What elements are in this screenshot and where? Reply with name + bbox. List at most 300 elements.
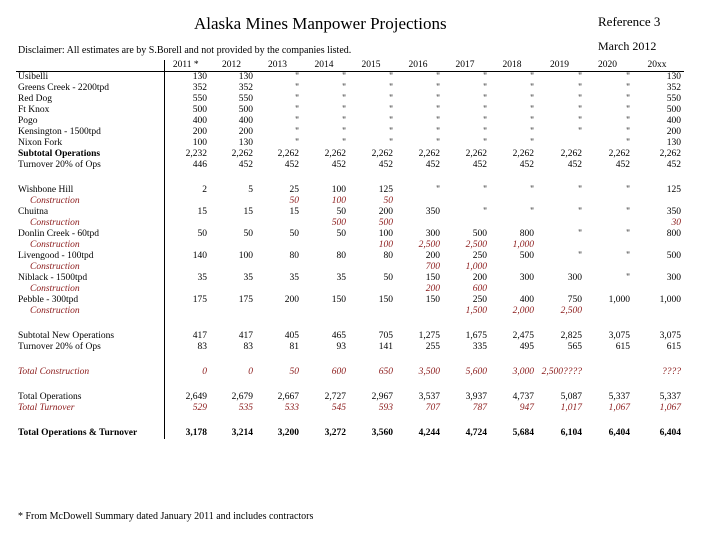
table-cell: " xyxy=(483,207,487,217)
table-cell: 50 xyxy=(289,229,299,239)
row-label: Ft Knox xyxy=(18,105,50,115)
row-label: Pebble - 300tpd xyxy=(18,295,79,305)
table-cell: 35 xyxy=(243,273,253,283)
table-cell: 400 xyxy=(164,116,210,127)
table-cell: " xyxy=(578,251,582,261)
table-row xyxy=(16,83,684,94)
table-cell: 800 xyxy=(519,229,534,239)
table-cell: " xyxy=(295,72,299,82)
table-cell xyxy=(585,367,633,378)
table-cell: 550 xyxy=(164,94,210,105)
table-cell: " xyxy=(483,116,487,126)
table-cell: 200 xyxy=(378,207,393,217)
row-label: Nixon Fork xyxy=(18,138,63,148)
table-cell: 2,967 xyxy=(371,392,393,402)
table-cell: 650 xyxy=(378,367,393,377)
table-cell: 150 xyxy=(425,273,440,283)
table-row xyxy=(16,218,684,229)
table-cell: 80 xyxy=(289,251,299,261)
table-cell: 5,337 xyxy=(608,392,630,402)
table-cell: 533 xyxy=(284,403,299,413)
table-cell: " xyxy=(578,116,582,126)
table-cell: " xyxy=(530,138,534,148)
table-cell: " xyxy=(626,116,630,126)
table-cell: 100 xyxy=(378,229,393,239)
table-cell xyxy=(490,262,537,273)
footnote-text: * From McDowell Summary dated January 2011 and includes contractors xyxy=(18,511,314,522)
table-row xyxy=(16,116,684,127)
table-cell: 100 xyxy=(164,138,210,149)
table-cell: 2,727 xyxy=(324,392,346,402)
table-cell: " xyxy=(436,138,440,148)
reference-label: Reference 3 xyxy=(598,14,661,29)
table-cell xyxy=(302,240,349,251)
table-cell: 200 xyxy=(284,295,299,305)
table-cell: 705 xyxy=(378,331,393,341)
table-cell: " xyxy=(578,127,582,137)
table-cell: 417 xyxy=(238,331,253,341)
table-cell xyxy=(210,262,256,273)
table-cell: 452 xyxy=(425,160,440,170)
table-cell: 500 xyxy=(519,251,534,261)
table-cell: 500 xyxy=(164,105,210,116)
table-cell: 750 xyxy=(567,295,582,305)
table-cell: 100 xyxy=(238,251,253,261)
row-label: Construction xyxy=(30,262,80,272)
table-cell: 550 xyxy=(238,94,253,104)
table-cell: 787 xyxy=(472,403,487,413)
spacer-row xyxy=(16,171,684,185)
table-cell: 452 xyxy=(238,160,253,170)
table-cell: 300 xyxy=(519,273,534,283)
table-cell: 593 xyxy=(378,403,393,413)
table-cell: 200 xyxy=(164,127,210,138)
table-row xyxy=(16,229,684,240)
table-cell: 2,262 xyxy=(371,149,393,159)
table-cell: 50 xyxy=(243,229,253,239)
table-cell: " xyxy=(626,273,630,283)
row-label: Total Turnover xyxy=(18,403,75,413)
table-cell xyxy=(164,262,210,273)
table-cell: " xyxy=(483,127,487,137)
table-cell: 2,262 xyxy=(512,149,534,159)
year-header: 2020 xyxy=(585,60,633,72)
table-cell xyxy=(633,262,684,273)
table-cell: 3,937 xyxy=(465,392,487,402)
table-cell: 130 xyxy=(238,72,253,82)
table-cell: 15 xyxy=(164,207,210,218)
table-cell: 947 xyxy=(519,403,534,413)
table-cell: 80 xyxy=(383,251,393,261)
row-label: Subtotal New Operations xyxy=(18,331,115,341)
table-cell: 1,017 xyxy=(560,403,582,413)
table-cell: 0 xyxy=(164,367,210,378)
table-cell: 400 xyxy=(238,116,253,126)
table-cell: 529 xyxy=(164,403,210,414)
row-label: Donlin Creek - 60tpd xyxy=(18,229,100,239)
table-cell: 200 xyxy=(425,251,440,261)
table-cell xyxy=(490,196,537,207)
table-cell: " xyxy=(578,83,582,93)
table-cell: 1,000 xyxy=(512,240,534,250)
table-cell xyxy=(537,218,585,229)
table-cell xyxy=(537,240,585,251)
table-cell: 1,000 xyxy=(465,262,487,272)
table-cell: " xyxy=(483,105,487,115)
table-cell: 400 xyxy=(519,295,534,305)
table-cell xyxy=(585,196,633,207)
table-cell: 4,724 xyxy=(465,428,487,438)
table-cell xyxy=(443,218,490,229)
table-cell: " xyxy=(626,72,630,82)
table-cell: " xyxy=(436,185,440,195)
table-cell xyxy=(443,196,490,207)
table-cell: " xyxy=(483,83,487,93)
table-cell: 615 xyxy=(666,342,681,352)
table-cell: " xyxy=(295,116,299,126)
table-cell: 100 xyxy=(378,240,393,250)
table-cell: 2,500 xyxy=(418,240,440,250)
table-cell xyxy=(256,262,302,273)
table-cell: " xyxy=(389,116,393,126)
year-header: 2014 xyxy=(302,60,349,72)
table-cell: 2,262 xyxy=(659,149,681,159)
row-label: Construction xyxy=(30,284,80,294)
table-cell: 615 xyxy=(615,342,630,352)
table-cell: " xyxy=(578,105,582,115)
table-cell xyxy=(633,284,684,295)
table-cell: " xyxy=(389,83,393,93)
table-cell: 2,500 xyxy=(560,306,582,316)
table-cell: 2,679 xyxy=(231,392,253,402)
table-cell: " xyxy=(530,83,534,93)
table-cell: 535 xyxy=(238,403,253,413)
table-cell: 140 xyxy=(164,251,210,262)
table-cell: 6,404 xyxy=(608,428,630,438)
table-cell: 50 xyxy=(164,229,210,240)
table-cell: 81 xyxy=(289,342,299,352)
table-cell: " xyxy=(626,83,630,93)
year-header-row xyxy=(16,60,684,72)
table-cell: " xyxy=(436,83,440,93)
year-header: 2011 * xyxy=(164,60,210,72)
table-row xyxy=(16,207,684,218)
row-label: Pogo xyxy=(18,116,38,126)
table-cell: 2,475 xyxy=(512,331,534,341)
table-cell: 2,262 xyxy=(324,149,346,159)
table-row xyxy=(16,94,684,105)
table-cell xyxy=(537,196,585,207)
table-cell: 175 xyxy=(164,295,210,306)
table-row xyxy=(16,185,684,196)
table-cell xyxy=(164,196,210,207)
table-cell: " xyxy=(389,72,393,82)
table-cell: " xyxy=(342,72,346,82)
table-cell: " xyxy=(626,105,630,115)
table-cell: 1,275 xyxy=(418,331,440,341)
table-cell: " xyxy=(626,207,630,217)
row-label: Greens Creek - 2200tpd xyxy=(18,83,110,93)
table-cell: 15 xyxy=(243,207,253,217)
table-cell: 50 xyxy=(289,367,299,377)
table-cell xyxy=(633,196,684,207)
table-cell: 50 xyxy=(383,196,393,206)
table-cell: 5 xyxy=(248,185,253,195)
table-cell: 500 xyxy=(666,105,681,115)
table-row xyxy=(16,403,684,414)
spacer-row xyxy=(16,353,684,367)
table-cell: " xyxy=(578,94,582,104)
table-cell: " xyxy=(483,72,487,82)
table-cell xyxy=(210,240,256,251)
table-cell: 452 xyxy=(519,160,534,170)
table-cell: " xyxy=(530,207,534,217)
table-cell: 6,104 xyxy=(560,428,582,438)
row-label: Total Construction xyxy=(18,367,90,377)
table-cell: 565 xyxy=(567,342,582,352)
table-cell: " xyxy=(295,138,299,148)
table-row xyxy=(16,306,684,317)
table-cell: 3,178 xyxy=(164,428,210,439)
row-label: Turnover 20% of Ops xyxy=(18,160,101,170)
table-cell xyxy=(256,218,302,229)
table-cell: 350 xyxy=(425,207,440,217)
table-cell: 4,737 xyxy=(512,392,534,402)
table-cell: 452 xyxy=(284,160,299,170)
table-cell xyxy=(302,306,349,317)
table-cell: 700 xyxy=(425,262,440,272)
table-cell: " xyxy=(342,116,346,126)
table-cell xyxy=(256,306,302,317)
table-cell: 800 xyxy=(666,229,681,239)
table-cell: " xyxy=(578,72,582,82)
row-label: Niblack - 1500tpd xyxy=(18,273,88,283)
table-cell: " xyxy=(483,94,487,104)
table-cell: 2,262 xyxy=(231,149,253,159)
table-row xyxy=(16,262,684,273)
table-cell: 50 xyxy=(336,207,346,217)
table-cell: " xyxy=(483,185,487,195)
row-label: Red Dog xyxy=(18,94,53,104)
table-cell: 200 xyxy=(238,127,253,137)
table-row xyxy=(16,251,684,262)
table-cell: 495 xyxy=(519,342,534,352)
table-cell: 50 xyxy=(383,273,393,283)
table-cell: 255 xyxy=(425,342,440,352)
table-cell: 500 xyxy=(238,105,253,115)
table-cell: " xyxy=(626,251,630,261)
table-cell xyxy=(256,284,302,295)
table-cell: 125 xyxy=(666,185,681,195)
table-row xyxy=(16,331,684,342)
table-cell: 3,500 xyxy=(418,367,440,377)
table-cell: 35 xyxy=(336,273,346,283)
table-cell xyxy=(490,218,537,229)
table-cell xyxy=(537,262,585,273)
table-row xyxy=(16,196,684,207)
table-cell xyxy=(585,306,633,317)
year-header: 2015 xyxy=(349,60,396,72)
table-cell xyxy=(396,306,443,317)
table-row xyxy=(16,392,684,403)
table-cell: " xyxy=(530,105,534,115)
table-row xyxy=(16,273,684,284)
table-cell: 35 xyxy=(289,273,299,283)
table-cell: 4,244 xyxy=(418,428,440,438)
table-row xyxy=(16,240,684,251)
table-cell: " xyxy=(295,83,299,93)
year-header: 2018 xyxy=(490,60,537,72)
table-cell: " xyxy=(483,138,487,148)
row-label: Total Operations xyxy=(18,392,82,402)
table-cell: " xyxy=(626,185,630,195)
table-cell: " xyxy=(389,94,393,104)
table-cell: 3,272 xyxy=(324,428,346,438)
table-cell: 150 xyxy=(378,295,393,305)
table-cell: " xyxy=(578,229,582,239)
table-cell: " xyxy=(389,127,393,137)
table-cell: " xyxy=(578,207,582,217)
table-cell: " xyxy=(626,127,630,137)
table-cell: 2,500???? xyxy=(541,367,582,377)
table-cell: " xyxy=(578,185,582,195)
table-cell xyxy=(537,284,585,295)
row-label: Livengood - 100tpd xyxy=(18,251,94,261)
table-cell: 5,087 xyxy=(560,392,582,402)
table-cell: 405 xyxy=(284,331,299,341)
table-cell: 350 xyxy=(666,207,681,217)
table-cell: 200 xyxy=(472,273,487,283)
table-cell: " xyxy=(626,229,630,239)
table-cell: 452 xyxy=(378,160,393,170)
table-cell: 5,337 xyxy=(659,392,681,402)
table-row xyxy=(16,160,684,171)
table-cell xyxy=(349,262,396,273)
table-cell: 1,067 xyxy=(608,403,630,413)
table-cell: 5,600 xyxy=(465,367,487,377)
table-cell: 3,560 xyxy=(371,428,393,438)
date-label: March 2012 xyxy=(598,39,657,53)
table-cell: 300 xyxy=(567,273,582,283)
table-cell: 130 xyxy=(666,138,681,148)
table-cell: " xyxy=(530,185,534,195)
table-cell: 452 xyxy=(567,160,582,170)
table-cell: 2,825 xyxy=(560,331,582,341)
table-cell: 35 xyxy=(164,273,210,284)
table-cell: " xyxy=(295,127,299,137)
spacer-row xyxy=(16,378,684,392)
table-cell: 452 xyxy=(615,160,630,170)
table-cell: 250 xyxy=(472,251,487,261)
table-cell: 2,262 xyxy=(277,149,299,159)
table-cell: 1,675 xyxy=(465,331,487,341)
table-cell: 2 xyxy=(164,185,210,196)
table-cell: 150 xyxy=(331,295,346,305)
table-cell: 500 xyxy=(331,218,346,228)
year-header: 2016 xyxy=(396,60,443,72)
table-cell: 2,262 xyxy=(560,149,582,159)
table-cell: 300 xyxy=(425,229,440,239)
year-header: 2013 xyxy=(256,60,302,72)
spacer-row xyxy=(16,317,684,331)
table-cell: 25 xyxy=(289,185,299,195)
table-cell: 130 xyxy=(164,72,210,84)
table-cell: 2,232 xyxy=(164,149,210,160)
table-cell xyxy=(256,240,302,251)
table-cell: 130 xyxy=(238,138,253,148)
table-cell xyxy=(164,306,210,317)
row-label: Turnover 20% of Ops xyxy=(18,342,101,352)
table-cell: 30 xyxy=(671,218,681,228)
table-cell: 352 xyxy=(164,83,210,94)
table-cell: " xyxy=(342,127,346,137)
row-label: Kensington - 1500tpd xyxy=(18,127,101,137)
table-cell: 446 xyxy=(164,160,210,171)
table-row xyxy=(16,367,684,378)
table-row xyxy=(16,295,684,306)
table-cell: " xyxy=(342,94,346,104)
table-cell: 93 xyxy=(336,342,346,352)
table-cell xyxy=(210,196,256,207)
table-cell: " xyxy=(389,105,393,115)
table-cell: 2,262 xyxy=(418,149,440,159)
row-label: Chuitna xyxy=(18,207,49,217)
table-cell: 300 xyxy=(666,273,681,283)
table-row xyxy=(16,149,684,160)
table-cell xyxy=(585,218,633,229)
table-cell: " xyxy=(436,127,440,137)
table-cell: " xyxy=(295,94,299,104)
table-cell: 6,404 xyxy=(659,428,681,438)
table-cell: 600 xyxy=(331,367,346,377)
table-cell xyxy=(164,284,210,295)
year-header: 2019 xyxy=(537,60,585,72)
table-cell: " xyxy=(530,72,534,82)
table-cell: 3,214 xyxy=(231,428,253,438)
table-cell: 15 xyxy=(289,207,299,217)
table-row xyxy=(16,138,684,149)
table-cell xyxy=(302,262,349,273)
table-cell xyxy=(537,138,585,149)
table-cell xyxy=(585,262,633,273)
row-label: Construction xyxy=(30,218,80,228)
table-cell: 83 xyxy=(164,342,210,353)
row-label: Subtotal Operations xyxy=(18,149,101,159)
table-cell: 3,537 xyxy=(418,392,440,402)
table-cell xyxy=(633,240,684,251)
table-cell: 2,262 xyxy=(608,149,630,159)
row-label: Construction xyxy=(30,306,80,316)
table-cell: 50 xyxy=(336,229,346,239)
table-cell: 125 xyxy=(378,185,393,195)
table-cell: 500 xyxy=(666,251,681,261)
table-cell: 400 xyxy=(666,116,681,126)
table-row xyxy=(16,428,684,439)
spacer-row xyxy=(16,414,684,428)
table-cell: " xyxy=(626,138,630,148)
table-cell: 80 xyxy=(336,251,346,261)
table-cell: 500 xyxy=(378,218,393,228)
table-cell: " xyxy=(342,83,346,93)
year-header: 2012 xyxy=(210,60,256,72)
table-cell: " xyxy=(530,94,534,104)
table-cell: 100 xyxy=(331,185,346,195)
table-cell: 1,500 xyxy=(465,306,487,316)
table-cell xyxy=(349,306,396,317)
year-header: 20xx xyxy=(633,60,684,72)
row-label: Total Operations & Turnover xyxy=(18,428,138,438)
table-cell: " xyxy=(436,116,440,126)
